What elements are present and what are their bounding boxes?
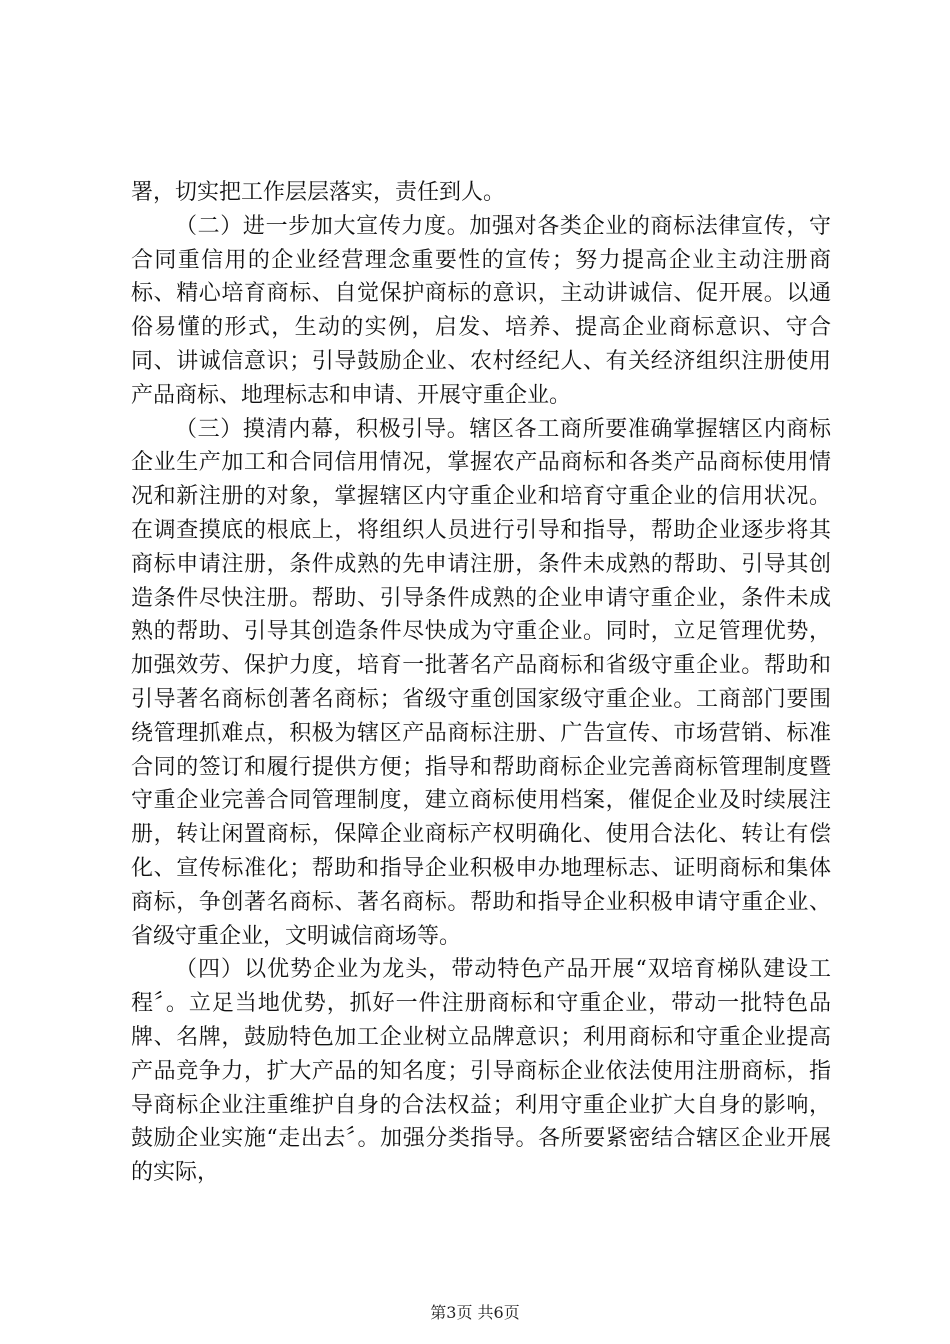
body-text [131, 176, 831, 1190]
paragraph-guidance: （三）摸清内幕，积极引导。辖区各工商所要准确掌握辖区内商标企业生产加工和合同信用情况，掌握农产品商标和各类产品商标使用情况和新注册的对象，掌握辖区内守重企业和培育守重企业的信用状况。在调查摸底的根底上，将组织人员进行引导和指导，帮助企业逐步将其商标申请注册，条件成熟的先申请注册，条件未成熟的帮助、引导其创造条件尽快注册。帮助、引导条件成熟的企业申请守重企业，条件未成熟的帮助、引导其创造条件尽快成为守重企业。同时，立足管理优势，加强效劳、保护力度，培育一批著名产品商标和省级守重企业。帮助和引导著名商标创著名商标；省级守重创国家级守重企业。工商部门要围绕管理抓难点，积极为辖区产品商标注册、广告宣传、市场营销、标准合同的签订和履行提供方便；指导和帮助商标企业完善商标管理制度暨守重企业完善合同管理制度，建立商标使用档案，催促企业及时续展注册，转让闲置商标，保障企业商标产权明确化、使用合法化、转让有偿化、宣传标准化；帮助和指导企业积极申办地理标志、证明商标和集体商标，争创著名商标、著名商标。帮助和指导企业积极申请守重企业、省级守重企业，文明诚信商场等。 [131, 416, 831, 949]
paragraph-publicity: （二）进一步加大宣传力度。加强对各类企业的商标法律宣传，守合同重信用的企业经营理念重要性的宣传；努力提高企业主动注册商标、精心培育商标、自觉保护商标的意识，主动讲诚信、促开展。以通俗易懂的形式，生动的实例，启发、培养、提高企业商标意识、守合同、讲诚信意识；引导鼓励企业、农村经纪人、有关经济组织注册使用产品商标、地理标志和申请、开展守重企业。 [131, 213, 831, 408]
paragraph-continuation: 署，切实把工作层层落实，责任到人。 [131, 180, 506, 205]
page-number-footer: 第3页 共6页 [430, 1303, 520, 1322]
paragraph-leading-enterprises: （四）以优势企业为龙头，带动特色产品开展“双培育梯队建设工程〞。立足当地优势，抓好一件注册商标和守重企业，带动一批特色品牌、名牌，鼓励特色加工企业树立品牌意识；利用商标和守重企业提高产品竞争力，扩大产品的知名度；引导商标企业依法使用注册商标，指导商标企业注重维护自身的合法权益；利用守重企业扩大自身的影响，鼓励企业实施“走出去〞。加强分类指导。各所要紧密结合辖区企业开展的实际， [131, 957, 831, 1186]
